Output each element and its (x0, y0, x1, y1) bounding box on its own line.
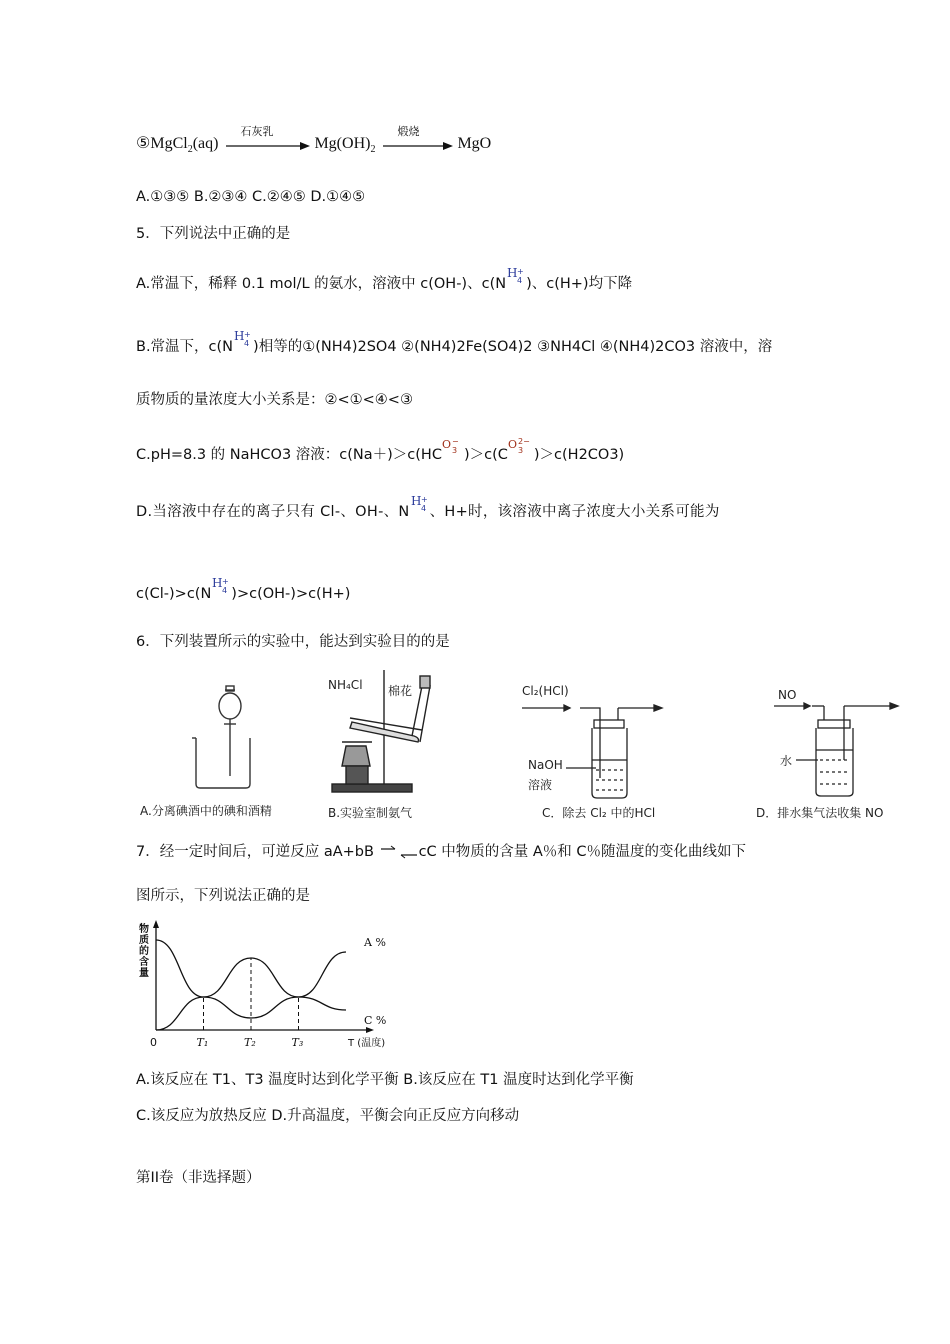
x-tick-label: T₂ (244, 1036, 256, 1049)
svg-text:4: 4 (517, 276, 523, 285)
nh4-ion-icon (410, 494, 430, 513)
nh4-ion-icon (211, 576, 231, 595)
x-axis-label: T (温度) (348, 1038, 386, 1049)
q5-a-text-2: )、c(H+)均下降 (526, 276, 633, 292)
q5-b-text-1: B.常温下，c(N (136, 339, 234, 355)
figure-d-water-displacement (756, 690, 906, 826)
q5-stem: 5．下列说法中正确的是 (136, 226, 291, 242)
figure-d-gas-label: NO (778, 688, 797, 702)
y-axis-arrow (153, 920, 159, 928)
reversible-arrow-icon (379, 844, 419, 860)
svg-text:4: 4 (244, 339, 250, 348)
q5-a-text-1: A.常温下，稀释 0.1 mol/L 的氨水，溶液中 c(OH-)、c(N (136, 276, 507, 292)
figure-c-wash-bottle (522, 684, 702, 826)
co3-ion-icon (441, 436, 464, 455)
q6-stem: 6．下列装置所示的实验中，能达到实验目的的是 (136, 634, 450, 650)
q7-chart (138, 920, 387, 1060)
q5-d-text-2: 、H+时，该溶液中离子浓度大小关系可能为 (429, 504, 720, 520)
svg-text:H: H (212, 576, 223, 590)
reactant-subscript: 2 (187, 144, 193, 155)
reagent-lime: 石灰乳 (240, 125, 274, 139)
svg-text:+: + (222, 577, 229, 586)
figure-a-separating-funnel (138, 686, 288, 826)
nh4-ion-icon (506, 266, 526, 285)
svg-text:H: H (410, 494, 422, 508)
x-tick-label: T₁ (196, 1036, 209, 1049)
q5-c-text-2: )＞c(C (463, 447, 508, 463)
collection-bottle-icon (756, 700, 906, 800)
figure-c-caption: C．除去 Cl₂ 中的HCl (542, 806, 656, 820)
figure-d-liquid-label: 水 (780, 754, 793, 768)
reagent-calcine: 煅烧 (397, 125, 420, 139)
svg-text:+: + (420, 495, 428, 504)
reactant-state: (aq) (192, 135, 219, 152)
reaction-arrow-1 (226, 125, 310, 152)
q5-option-b (136, 329, 773, 357)
q5-option-b-line2: 质物质的量浓度大小关系是：②<①<④<③ (136, 392, 413, 408)
svg-text:O: O (441, 438, 451, 451)
q7-stem-line2: 图所示，下列说法正确的是 (136, 888, 310, 904)
figure-d-caption: D．排水集气法收集 NO (756, 806, 884, 820)
x-tick-label: T₃ (291, 1036, 304, 1049)
intermediate-subscript: 2 (370, 144, 376, 155)
svg-text:4: 4 (222, 586, 228, 595)
q5-option-d (136, 494, 720, 522)
q4-options: A.①③⑤ B.②③④ C.②④⑤ D.①④⑤ (136, 189, 366, 205)
reaction-circle: ⑤ (136, 135, 151, 152)
svg-text:+: + (244, 330, 251, 339)
q5-c-text-3: )＞c(H2CO3) (533, 447, 625, 463)
y-axis-label-char: 含 (139, 957, 149, 968)
series-label-1: C % (364, 1014, 387, 1027)
figure-c-liquid-label-2: 溶液 (528, 778, 553, 792)
figure-c-liquid-label-1: NaOH (528, 758, 563, 772)
reactant: MgCl (150, 135, 188, 152)
svg-text:3: 3 (517, 446, 523, 455)
y-axis-label-char: 量 (139, 968, 149, 979)
q7-stem-text-2: cC 中物质的含量 A％和 C％随温度的变化曲线如下 (418, 844, 747, 860)
y-axis-label-char: 的 (139, 946, 149, 957)
svg-text:−: − (451, 437, 459, 446)
y-axis-label-char: 物 (139, 924, 149, 935)
q7-options-line2: C.该反应为放热反应 D.升高温度，平衡会向正反应方向移动 (136, 1108, 520, 1124)
origin-label: 0 (150, 1036, 157, 1049)
svg-text:O: O (507, 438, 517, 451)
q5-d-text-1: D.当溶液中存在的离子只有 Cl-、OH-、N (136, 504, 410, 520)
section-heading: 第II卷（非选择题） (136, 1170, 261, 1186)
q5-option-a (136, 266, 633, 294)
intermediate: Mg(OH) (314, 135, 371, 152)
series-label-0: A % (364, 936, 386, 949)
q7-stem-text-1: 7．经一定时间后，可逆反应 aA+bB (136, 844, 374, 860)
svg-text:+: + (517, 267, 524, 276)
co3-2-ion-icon (507, 436, 534, 455)
nh4-ion-icon (233, 329, 253, 348)
svg-text:H: H (507, 266, 518, 280)
figure-c-gas-label: Cl₂(HCl) (522, 684, 569, 698)
q5-option-c (136, 436, 624, 465)
product: MgO (457, 135, 492, 152)
reaction-5 (136, 125, 492, 160)
q5-b-text-2: )相等的①(NH4)2SO4 ②(NH4)2Fe(SO4)2 ③NH4Cl ④(NH4)2CO3 溶液中，溶 (253, 339, 773, 355)
q5-d-text-4: )>c(OH-)>c(H+) (231, 586, 351, 602)
q5-option-d-line2 (136, 576, 351, 604)
reaction-arrow-2 (383, 125, 453, 152)
q7-stem (136, 842, 746, 862)
q5-d-text-3: c(Cl-)>c(N (136, 586, 212, 602)
figure-b-label-cotton: 棉花 (388, 684, 413, 698)
separating-funnel-icon (138, 686, 288, 796)
q7-options-line1: A.该反应在 T1、T3 温度时达到化学平衡 B.该反应在 T1 温度时达到化学平衡 (136, 1072, 634, 1088)
figure-b-ammonia-prep (322, 666, 452, 826)
svg-text:3: 3 (451, 446, 458, 455)
figure-b-caption: B.实验室制氨气 (328, 806, 413, 820)
figure-b-label-nh4cl: NH₄Cl (328, 678, 363, 692)
chart-svg (138, 920, 387, 1060)
svg-text:4: 4 (420, 504, 426, 513)
svg-text:2−: 2− (517, 437, 530, 446)
y-axis-label-char: 质 (139, 935, 149, 946)
x-axis-arrow (366, 1027, 374, 1033)
svg-text:H: H (234, 329, 245, 343)
figure-a-caption: A.分离碘酒中的碘和酒精 (140, 804, 272, 818)
q5-c-text-1: C.pH=8.3 的 NaHCO3 溶液：c(Na＋)＞c(HC (136, 447, 442, 463)
